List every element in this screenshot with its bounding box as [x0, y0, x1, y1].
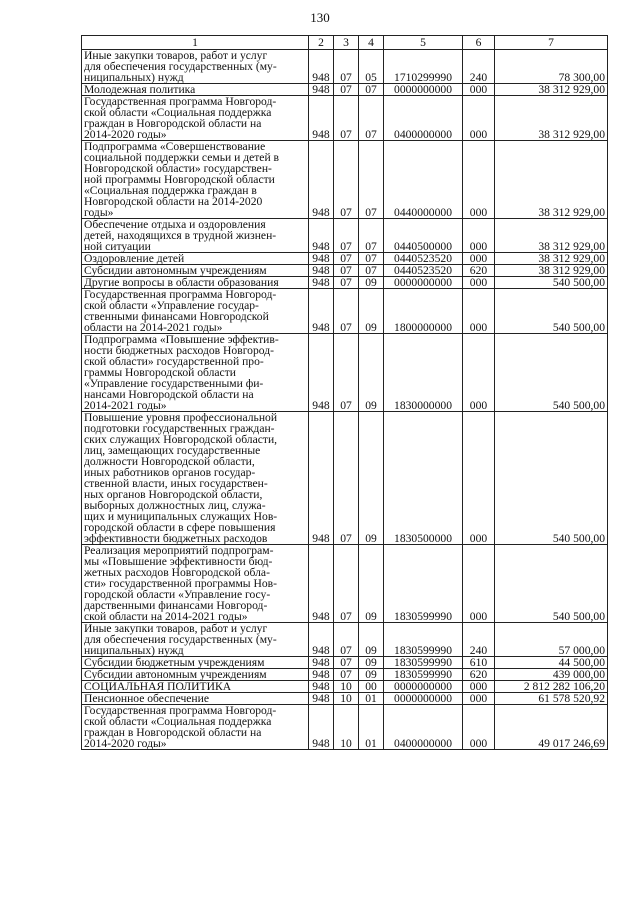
row-name-line: Подпрограмма «Совершенствование: [84, 140, 266, 153]
section-code: 07: [334, 334, 359, 412]
row-name-line: СОЦИАЛЬНАЯ ПОЛИТИКА: [84, 680, 232, 693]
row-name-line: для обеспечения государственных (му-: [84, 633, 277, 646]
column-header: 1: [82, 36, 309, 50]
section-code: 10: [334, 681, 359, 693]
table-row: [82, 265, 608, 277]
row-name: [82, 253, 309, 265]
ministry-code: 948: [309, 50, 334, 84]
row-name-line: «Социальная поддержка граждан в: [84, 184, 257, 197]
section-code: 07: [334, 669, 359, 681]
row-name-line: Повышение уровня профессиональной: [84, 411, 278, 424]
expense-type-code: 000: [463, 705, 495, 750]
row-name-line: сти» государственной программы Нов-: [84, 577, 278, 590]
target-article-code: 0440523520: [384, 265, 463, 277]
target-article-code: 0000000000: [384, 681, 463, 693]
target-article-code: 0000000000: [384, 277, 463, 289]
row-name-line: для обеспечения государственных (му-: [84, 60, 277, 73]
section-code: 07: [334, 141, 359, 219]
ministry-code: 948: [309, 141, 334, 219]
row-name-line: ственной власти, иных государствен-: [84, 477, 268, 490]
section-code: 07: [334, 50, 359, 84]
section-code: 07: [334, 84, 359, 96]
row-name-line: социальной поддержки семьи и детей в: [84, 151, 280, 164]
row-name-line: иных работников органов государ-: [84, 466, 256, 479]
ministry-code: 948: [309, 681, 334, 693]
row-name-line: щих и муниципальных служащих Нов-: [84, 510, 278, 523]
row-name: [82, 669, 309, 681]
amount: 38 312 929,00: [495, 265, 608, 277]
table-row: [82, 253, 608, 265]
table-row: [82, 545, 608, 623]
row-name-line: ственными финансами Новгородской: [84, 310, 269, 323]
subsection-code: 09: [359, 277, 384, 289]
target-article-code: 0000000000: [384, 693, 463, 705]
table-row: [82, 289, 608, 334]
ministry-code: 948: [309, 219, 334, 253]
ministry-code: 948: [309, 84, 334, 96]
table-row: [82, 96, 608, 141]
expense-type-code: 000: [463, 693, 495, 705]
row-name-line: ной ситуации: [84, 240, 151, 253]
target-article-code: 0440500000: [384, 219, 463, 253]
subsection-code: 01: [359, 705, 384, 750]
row-name-line: Подпрограмма «Повышение эффектив-: [84, 333, 279, 346]
table-row: [82, 84, 608, 96]
ministry-code: 948: [309, 96, 334, 141]
row-name-line: Новгородской области» государствен-: [84, 162, 272, 175]
target-article-code: 0400000000: [384, 96, 463, 141]
target-article-code: 1710299990: [384, 50, 463, 84]
column-header: 7: [495, 36, 608, 50]
row-name: [82, 657, 309, 669]
row-name-line: Государственная программа Новгород-: [84, 288, 277, 301]
ministry-code: 948: [309, 669, 334, 681]
row-name-line: ной программы Новгородской области: [84, 173, 275, 186]
expense-type-code: 000: [463, 96, 495, 141]
row-name-line: ской области «Социальная поддержка: [84, 715, 272, 728]
amount: 38 312 929,00: [495, 253, 608, 265]
target-article-code: 1830599990: [384, 669, 463, 681]
subsection-code: 09: [359, 289, 384, 334]
target-article-code: 1830000000: [384, 334, 463, 412]
table-row: [82, 412, 608, 545]
ministry-code: 948: [309, 545, 334, 623]
subsection-code: 07: [359, 219, 384, 253]
row-name-line: Оздоровление детей: [84, 252, 185, 265]
row-name-line: лиц, замещающих государственные: [84, 444, 261, 457]
expense-type-code: 240: [463, 623, 495, 657]
amount: 38 312 929,00: [495, 96, 608, 141]
table-row: [82, 705, 608, 750]
target-article-code: 1830599990: [384, 623, 463, 657]
target-article-code: 1830500000: [384, 412, 463, 545]
expense-type-code: 000: [463, 334, 495, 412]
row-name-line: подготовки государственных граждан-: [84, 422, 275, 435]
row-name-line: жетных расходов Новгородской обла-: [84, 566, 270, 579]
row-name: [82, 289, 309, 334]
column-header: 5: [384, 36, 463, 50]
amount: 49 017 246,69: [495, 705, 608, 750]
row-name-line: Иные закупки товаров, работ и услуг: [84, 622, 268, 635]
target-article-code: 0440523520: [384, 253, 463, 265]
row-name-line: Пенсионное обеспечение: [84, 692, 209, 705]
row-name-line: городской области в сфере повышения: [84, 521, 276, 534]
expense-type-code: 000: [463, 277, 495, 289]
table-row: [82, 141, 608, 219]
row-name-line: Субсидии автономным учреждениям: [84, 264, 267, 277]
row-name-line: Обеспечение отдыха и оздоровления: [84, 218, 266, 231]
row-name-line: Государственная программа Новгород-: [84, 704, 277, 717]
row-name-line: ниципальных) нужд: [84, 71, 184, 84]
expense-type-code: 000: [463, 289, 495, 334]
section-code: 07: [334, 623, 359, 657]
column-header: 4: [359, 36, 384, 50]
row-name-line: ниципальных) нужд: [84, 644, 184, 657]
row-name-line: Субсидии бюджетным учреждениям: [84, 656, 265, 669]
row-name-line: мы «Повышение эффективности бюд-: [84, 555, 273, 568]
target-article-code: 0440000000: [384, 141, 463, 219]
row-name-line: 2014-2020 годы»: [84, 737, 167, 750]
section-code: 10: [334, 705, 359, 750]
section-code: 07: [334, 545, 359, 623]
row-name-line: 2014-2020 годы»: [84, 128, 167, 141]
subsection-code: 09: [359, 623, 384, 657]
row-name-line: годы»: [84, 206, 114, 219]
expense-type-code: 000: [463, 681, 495, 693]
budget-table: [81, 35, 608, 750]
amount: 57 000,00: [495, 623, 608, 657]
amount: 540 500,00: [495, 289, 608, 334]
amount: 540 500,00: [495, 412, 608, 545]
row-name: [82, 681, 309, 693]
expense-type-code: 000: [463, 412, 495, 545]
ministry-code: 948: [309, 253, 334, 265]
row-name-line: Государственная программа Новгород-: [84, 95, 277, 108]
subsection-code: 01: [359, 693, 384, 705]
subsection-code: 00: [359, 681, 384, 693]
row-name: [82, 693, 309, 705]
subsection-code: 09: [359, 412, 384, 545]
subsection-code: 09: [359, 334, 384, 412]
row-name-line: Реализация мероприятий подпрограм-: [84, 544, 274, 557]
column-header: 6: [463, 36, 495, 50]
section-code: 07: [334, 412, 359, 545]
expense-type-code: 000: [463, 545, 495, 623]
expense-type-code: 240: [463, 50, 495, 84]
ministry-code: 948: [309, 265, 334, 277]
table-row: [82, 623, 608, 657]
ministry-code: 948: [309, 412, 334, 545]
subsection-code: 07: [359, 84, 384, 96]
amount: 540 500,00: [495, 545, 608, 623]
expense-type-code: 000: [463, 84, 495, 96]
amount: 38 312 929,00: [495, 219, 608, 253]
expense-type-code: 000: [463, 219, 495, 253]
row-name-line: «Управление государственными фи-: [84, 377, 264, 390]
amount: 44 500,00: [495, 657, 608, 669]
row-name-line: ской области» государственной про-: [84, 355, 264, 368]
row-name: [82, 277, 309, 289]
row-name-line: граммы Новгородской области: [84, 366, 236, 379]
amount: 540 500,00: [495, 334, 608, 412]
row-name: [82, 96, 309, 141]
table-row: [82, 219, 608, 253]
row-name: [82, 265, 309, 277]
row-name: [82, 141, 309, 219]
ministry-code: 948: [309, 693, 334, 705]
ministry-code: 948: [309, 334, 334, 412]
page-number: 130: [310, 10, 330, 25]
target-article-code: 1830599990: [384, 545, 463, 623]
row-name-line: граждан в Новгородской области на: [84, 117, 262, 130]
row-name-line: 2014-2021 годы»: [84, 399, 167, 412]
subsection-code: 07: [359, 96, 384, 141]
row-name-line: детей, находящихся в трудной жизнен-: [84, 229, 277, 242]
section-code: 10: [334, 693, 359, 705]
table-row: [82, 277, 608, 289]
expense-type-code: 000: [463, 253, 495, 265]
table-row: [82, 50, 608, 84]
ministry-code: 948: [309, 289, 334, 334]
table-row: [82, 681, 608, 693]
table-row: [82, 693, 608, 705]
expense-type-code: 610: [463, 657, 495, 669]
subsection-code: 07: [359, 265, 384, 277]
amount: 439 000,00: [495, 669, 608, 681]
row-name-line: Новгородской области на 2014-2020: [84, 195, 263, 208]
row-name: [82, 84, 309, 96]
amount: 540 500,00: [495, 277, 608, 289]
row-name: [82, 334, 309, 412]
row-name-line: выборных должностных лиц, служа-: [84, 499, 266, 512]
section-code: 07: [334, 657, 359, 669]
subsection-code: 09: [359, 545, 384, 623]
target-article-code: 1800000000: [384, 289, 463, 334]
section-code: 07: [334, 289, 359, 334]
row-name: [82, 705, 309, 750]
ministry-code: 948: [309, 705, 334, 750]
row-name-line: ности бюджетных расходов Новгород-: [84, 344, 274, 357]
table-row: [82, 657, 608, 669]
row-name-line: дарственными финансами Новгород-: [84, 599, 268, 612]
row-name-line: граждан в Новгородской области на: [84, 726, 262, 739]
expense-type-code: 620: [463, 265, 495, 277]
row-name-line: должности Новгородской области,: [84, 455, 255, 468]
subsection-code: 05: [359, 50, 384, 84]
row-name-line: Иные закупки товаров, работ и услуг: [84, 49, 268, 62]
row-name-line: ской области «Управление государ-: [84, 299, 259, 312]
row-name-line: городской области «Управление госу-: [84, 588, 271, 601]
amount: 38 312 929,00: [495, 141, 608, 219]
column-header: 2: [309, 36, 334, 50]
target-article-code: 1830599990: [384, 657, 463, 669]
expense-type-code: 000: [463, 141, 495, 219]
table-row: [82, 334, 608, 412]
row-name-line: области на 2014-2021 годы»: [84, 321, 223, 334]
row-name-line: ской области «Социальная поддержка: [84, 106, 272, 119]
amount: 2 812 282 106,20: [495, 681, 608, 693]
row-name: [82, 50, 309, 84]
ministry-code: 948: [309, 277, 334, 289]
subsection-code: 07: [359, 253, 384, 265]
section-code: 07: [334, 253, 359, 265]
row-name-line: ской области на 2014-2021 годы»: [84, 610, 248, 623]
row-name-line: Субсидии автономным учреждениям: [84, 668, 267, 681]
row-name-line: ских служащих Новгородской области,: [84, 433, 278, 446]
row-name-line: Другие вопросы в области образования: [84, 276, 279, 289]
ministry-code: 948: [309, 657, 334, 669]
target-article-code: 0000000000: [384, 84, 463, 96]
amount: 61 578 520,92: [495, 693, 608, 705]
row-name: [82, 623, 309, 657]
section-code: 07: [334, 277, 359, 289]
row-name-line: ных органов Новгородской области,: [84, 488, 263, 501]
expense-type-code: 620: [463, 669, 495, 681]
section-code: 07: [334, 265, 359, 277]
section-code: 07: [334, 96, 359, 141]
subsection-code: 09: [359, 657, 384, 669]
row-name-line: эффективности бюджетных расходов: [84, 532, 268, 545]
row-name: [82, 545, 309, 623]
column-header: 3: [334, 36, 359, 50]
row-name-line: нансами Новгородской области на: [84, 388, 254, 401]
column-header-row: [82, 36, 608, 50]
section-code: 07: [334, 219, 359, 253]
subsection-code: 09: [359, 669, 384, 681]
amount: 78 300,00: [495, 50, 608, 84]
target-article-code: 0400000000: [384, 705, 463, 750]
row-name: [82, 412, 309, 545]
row-name: [82, 219, 309, 253]
row-name-line: Молодежная политика: [84, 83, 196, 96]
amount: 38 312 929,00: [495, 84, 608, 96]
table-row: [82, 669, 608, 681]
subsection-code: 07: [359, 141, 384, 219]
ministry-code: 948: [309, 623, 334, 657]
